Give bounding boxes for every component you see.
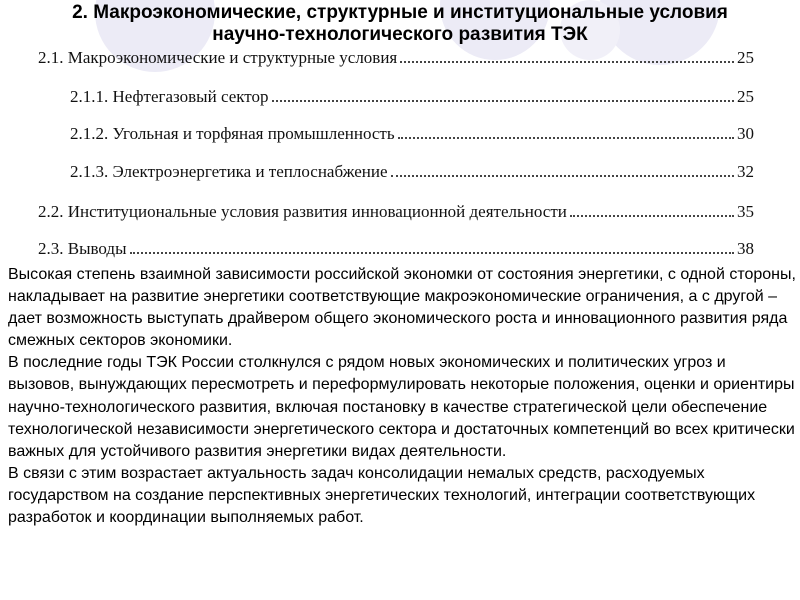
toc-entry-page: 35 (737, 202, 754, 221)
toc-leader-dots (570, 203, 734, 217)
toc-entry-text: 2.1.2. Угольная и торфяная промышленность (70, 124, 395, 143)
toc-leader-dots (391, 163, 734, 177)
body-text (8, 264, 796, 529)
toc-entry-text: 2.1.1. Нефтегазовый сектор (70, 87, 269, 106)
toc-entry-2-1 (38, 48, 754, 70)
toc-entry-2-1-1 (70, 87, 754, 109)
toc-entry-text: 2.3. Выводы (38, 239, 127, 258)
toc-entry-page: 30 (737, 124, 754, 143)
toc-entry-text: 2.2. Институциональные условия развития инновационной деятельности (38, 202, 567, 221)
toc-leader-dots (398, 125, 734, 139)
slide-title-line-2: научно-технологического развития ТЭК (212, 24, 588, 45)
toc-entry-page: 25 (737, 48, 754, 67)
toc-entry-page: 25 (737, 87, 754, 106)
toc-entry-page: 32 (737, 162, 754, 181)
toc-leader-dots (272, 88, 735, 102)
toc-entry-2-1-2 (70, 124, 754, 146)
toc-leader-dots (130, 240, 734, 254)
paragraph: В последние годы ТЭК России столкнулся с рядом новых экономических и политических угроз и вызовов, вынуждающих пересмотреть и переформулировать некоторые положения, оценки и ориентиры научно-технологического развития, включая постановку в качестве стратегической цели обеспечение технологической независимости энергетического сектора и достаточных компетенций во всех критически важных для устойчивого развития энергетики видах деятельности. (8, 354, 795, 460)
toc-entry-page: 38 (737, 239, 754, 258)
toc-entry-text: 2.1.3. Электроэнергетика и теплоснабжение (70, 162, 388, 181)
paragraph: В связи с этим возрастает актуальность задач консолидации немалых средств, расходуемых государством на создание перспективных энергетических технологий, интеграции соответствующих разработок и координации выполняемых работ. (8, 464, 756, 527)
toc-entry-text: 2.1. Макроэкономические и структурные условия (38, 48, 398, 67)
paragraph: Высокая степень взаимной зависимости российской экономки от состояния энергетики, с одной стороны, накладывает на развитие энергетики соответствующие макроэкономические ограничения, а с другой – дает возможность выступать драйвером общего экономического роста и инновационного развития ряда смежных секторов экономики. (8, 266, 796, 350)
slide-title-line-1: 2. Макроэкономические, структурные и институциональные условия (72, 2, 728, 23)
slide-title (0, 2, 800, 46)
toc-entry-2-3 (38, 239, 754, 261)
toc-leader-dots (400, 49, 734, 63)
toc-entry-2-2 (38, 202, 754, 224)
toc-entry-2-1-3 (70, 162, 754, 184)
